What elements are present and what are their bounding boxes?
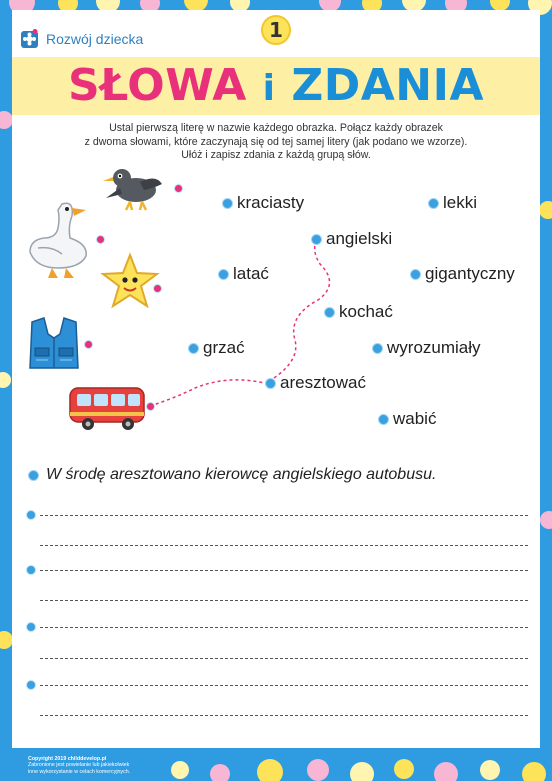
- word-label: gigantyczny: [425, 264, 515, 283]
- sentence-dot: [26, 565, 36, 575]
- writing-line[interactable]: [40, 627, 528, 628]
- word-item[interactable]: [222, 193, 304, 213]
- footer-line: Zabronione jest powielanie lub jakiekolwiek: [28, 762, 130, 769]
- title-word-1: SŁOWA: [67, 60, 247, 111]
- word-dot[interactable]: [188, 343, 199, 354]
- writing-line[interactable]: [40, 658, 528, 659]
- footer-line: inne wykorzystanie w celach komercyjnych.: [28, 768, 131, 775]
- word-label: wabić: [393, 409, 437, 428]
- word-item[interactable]: [188, 338, 245, 358]
- brand-name: Rozwój dziecka: [46, 31, 144, 47]
- word-item[interactable]: [378, 409, 436, 429]
- writing-line[interactable]: [40, 545, 528, 546]
- title-word-2: i: [262, 68, 276, 109]
- word-label: angielski: [326, 229, 393, 248]
- writing-line[interactable]: [40, 600, 528, 601]
- word-dot[interactable]: [311, 234, 322, 245]
- word-dot[interactable]: [372, 343, 383, 354]
- word-dot[interactable]: [428, 198, 439, 209]
- word-item[interactable]: [265, 373, 366, 393]
- word-item[interactable]: [428, 193, 477, 213]
- word-label: kochać: [339, 302, 393, 321]
- word-label: wyrozumiały: [387, 338, 481, 357]
- footer-line: Copyright 2019 childdevelop.pl: [28, 756, 107, 762]
- word-item[interactable]: [372, 338, 481, 358]
- sentence-dot: [26, 680, 36, 690]
- word-dot[interactable]: [324, 307, 335, 318]
- writing-line[interactable]: [40, 715, 528, 716]
- word-label: kraciasty: [237, 193, 305, 212]
- word-item[interactable]: [410, 264, 515, 284]
- instruction-line: z dwoma słowami, które zaczynają się od tej samej litery (jak podano we wzorze).: [84, 135, 468, 148]
- example-sentence-text: W środę aresztowano kierowcę angielskiego autobusu.: [46, 466, 437, 483]
- word-label: lekki: [443, 193, 478, 212]
- word-item[interactable]: [218, 264, 269, 284]
- word-dot[interactable]: [218, 269, 229, 280]
- writing-line[interactable]: [40, 515, 528, 516]
- sentence-dot: [26, 622, 36, 632]
- word-dot[interactable]: [222, 198, 233, 209]
- instruction-line: Ułóż i zapisz zdania z każdą grupą słów.: [181, 149, 371, 161]
- writing-line[interactable]: [40, 685, 528, 686]
- footer-copyright: [28, 756, 130, 775]
- instruction-line: Ustal pierwszą literę w nazwie każdego obrazka. Połącz każdy obrazek: [109, 122, 443, 134]
- title-word-3: ZDANIA: [291, 60, 485, 111]
- word-dot[interactable]: [410, 269, 421, 280]
- word-label: latać: [233, 264, 269, 283]
- sentence-dot: [26, 510, 36, 520]
- example-sentence: [28, 466, 436, 484]
- word-dot[interactable]: [265, 378, 276, 389]
- sentence-dot: [28, 470, 39, 481]
- word-item[interactable]: [324, 302, 393, 322]
- word-dot[interactable]: [378, 414, 389, 425]
- word-item[interactable]: [311, 229, 392, 249]
- word-label: aresztować: [280, 373, 366, 392]
- word-label: grzać: [203, 338, 245, 357]
- page-number: 1: [261, 15, 291, 45]
- writing-line[interactable]: [40, 570, 528, 571]
